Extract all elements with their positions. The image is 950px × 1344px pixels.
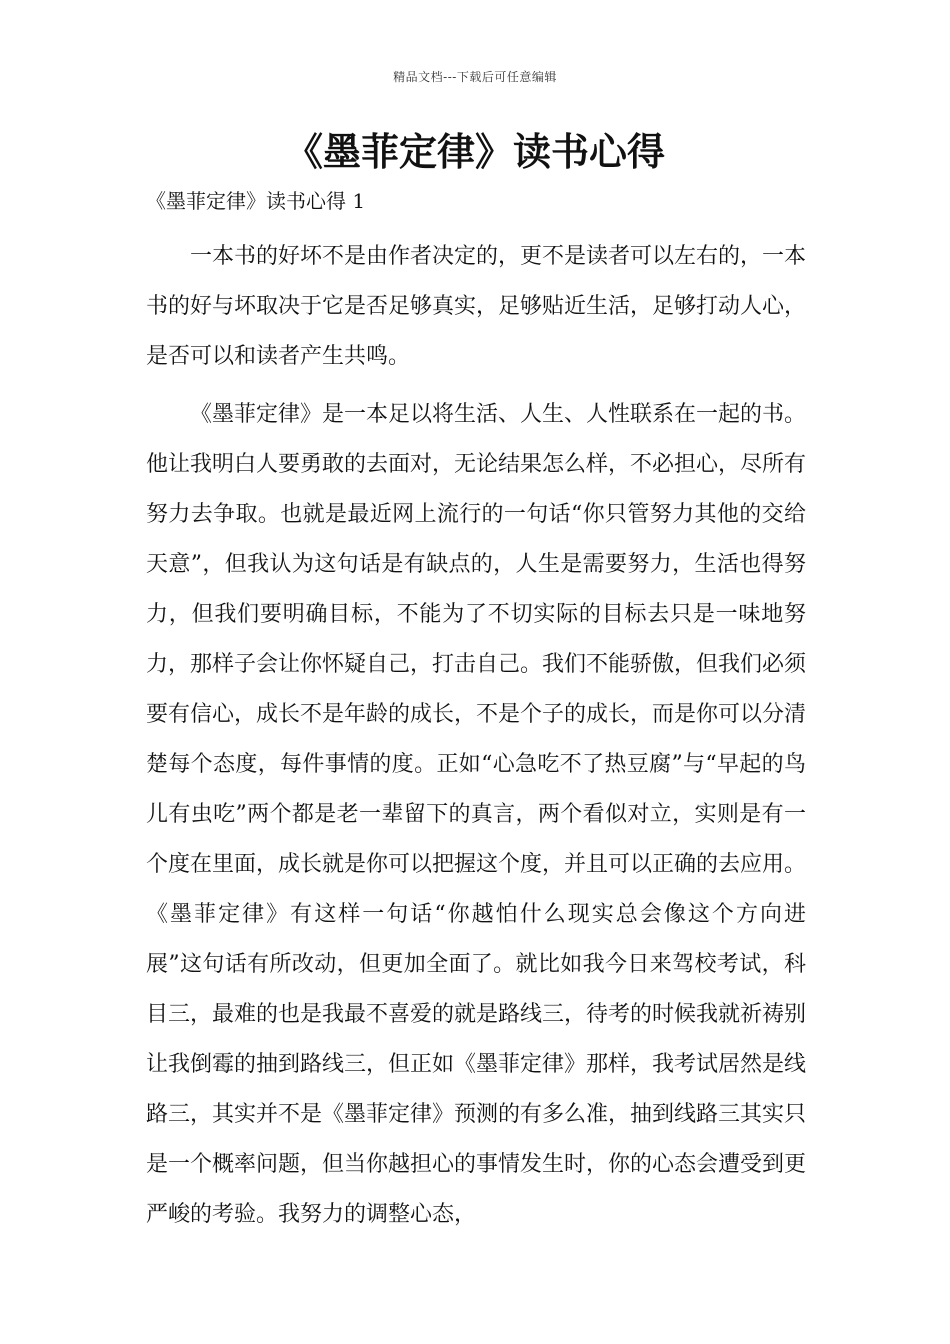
- section-subtitle: 《墨菲定律》读书心得 1: [146, 189, 366, 213]
- paragraph-1: 一本书的好坏不是由作者决定的，更不是读者可以左右的，一本书的好与坏取决于它是否足够真实，足够贴近生活，足够打动人心，是否可以和读者产生共鸣。: [146, 244, 807, 369]
- body-text: [146, 232, 806, 1248]
- document-title: 《墨菲定律》读书心得: [284, 130, 665, 174]
- header-note: 精品文档---下载后可任意编辑: [393, 70, 557, 84]
- paragraph-2: 《墨菲定律》是一本足以将生活、人生、人性联系在一起的书。他让我明白人要勇敢的去面对，无论结果怎么样，不必担心，尽所有努力去争取。也就是最近网上流行的一句话“你只管努力其他的交给天意”，但我认为这句话是有缺点的，人生是需要努力，生活也得努力，但我们要明确目标，不能为了不切实际的目标去只是一味地努力，那样子会让你怀疑自己，打击自己。我们不能骄傲，但我们必须要有信心，成长不是年龄的成长，不是个子的成长，而是你可以分清楚每个态度，每件事情的度。正如“心急吃不了热豆腐”与“早起的鸟儿有虫吃”两个都是老一辈留下的真言，两个看似对立，实则是有一个度在里面，成长就是你可以把握这个度，并且可以正确的去应用。《墨菲定律》有这样一句话“你越怕什么现实总会像这个方向进展”这句话有所改动，但更加全面了。就比如我今日来驾校考试，科目三，最难的也是我最不喜爱的就是路线三，待考的时候我就祈祷别让我倒霉的抽到路线三，但正如《墨菲定律》那样，我考试居然是线路三，其实并不是《墨菲定律》预测的有多么准，抽到线路三其实只是一个概率问题，但当你越担心的事情发生时，你的心态会遭受到更严峻的考验。我努力的调整心态，: [146, 402, 807, 1227]
